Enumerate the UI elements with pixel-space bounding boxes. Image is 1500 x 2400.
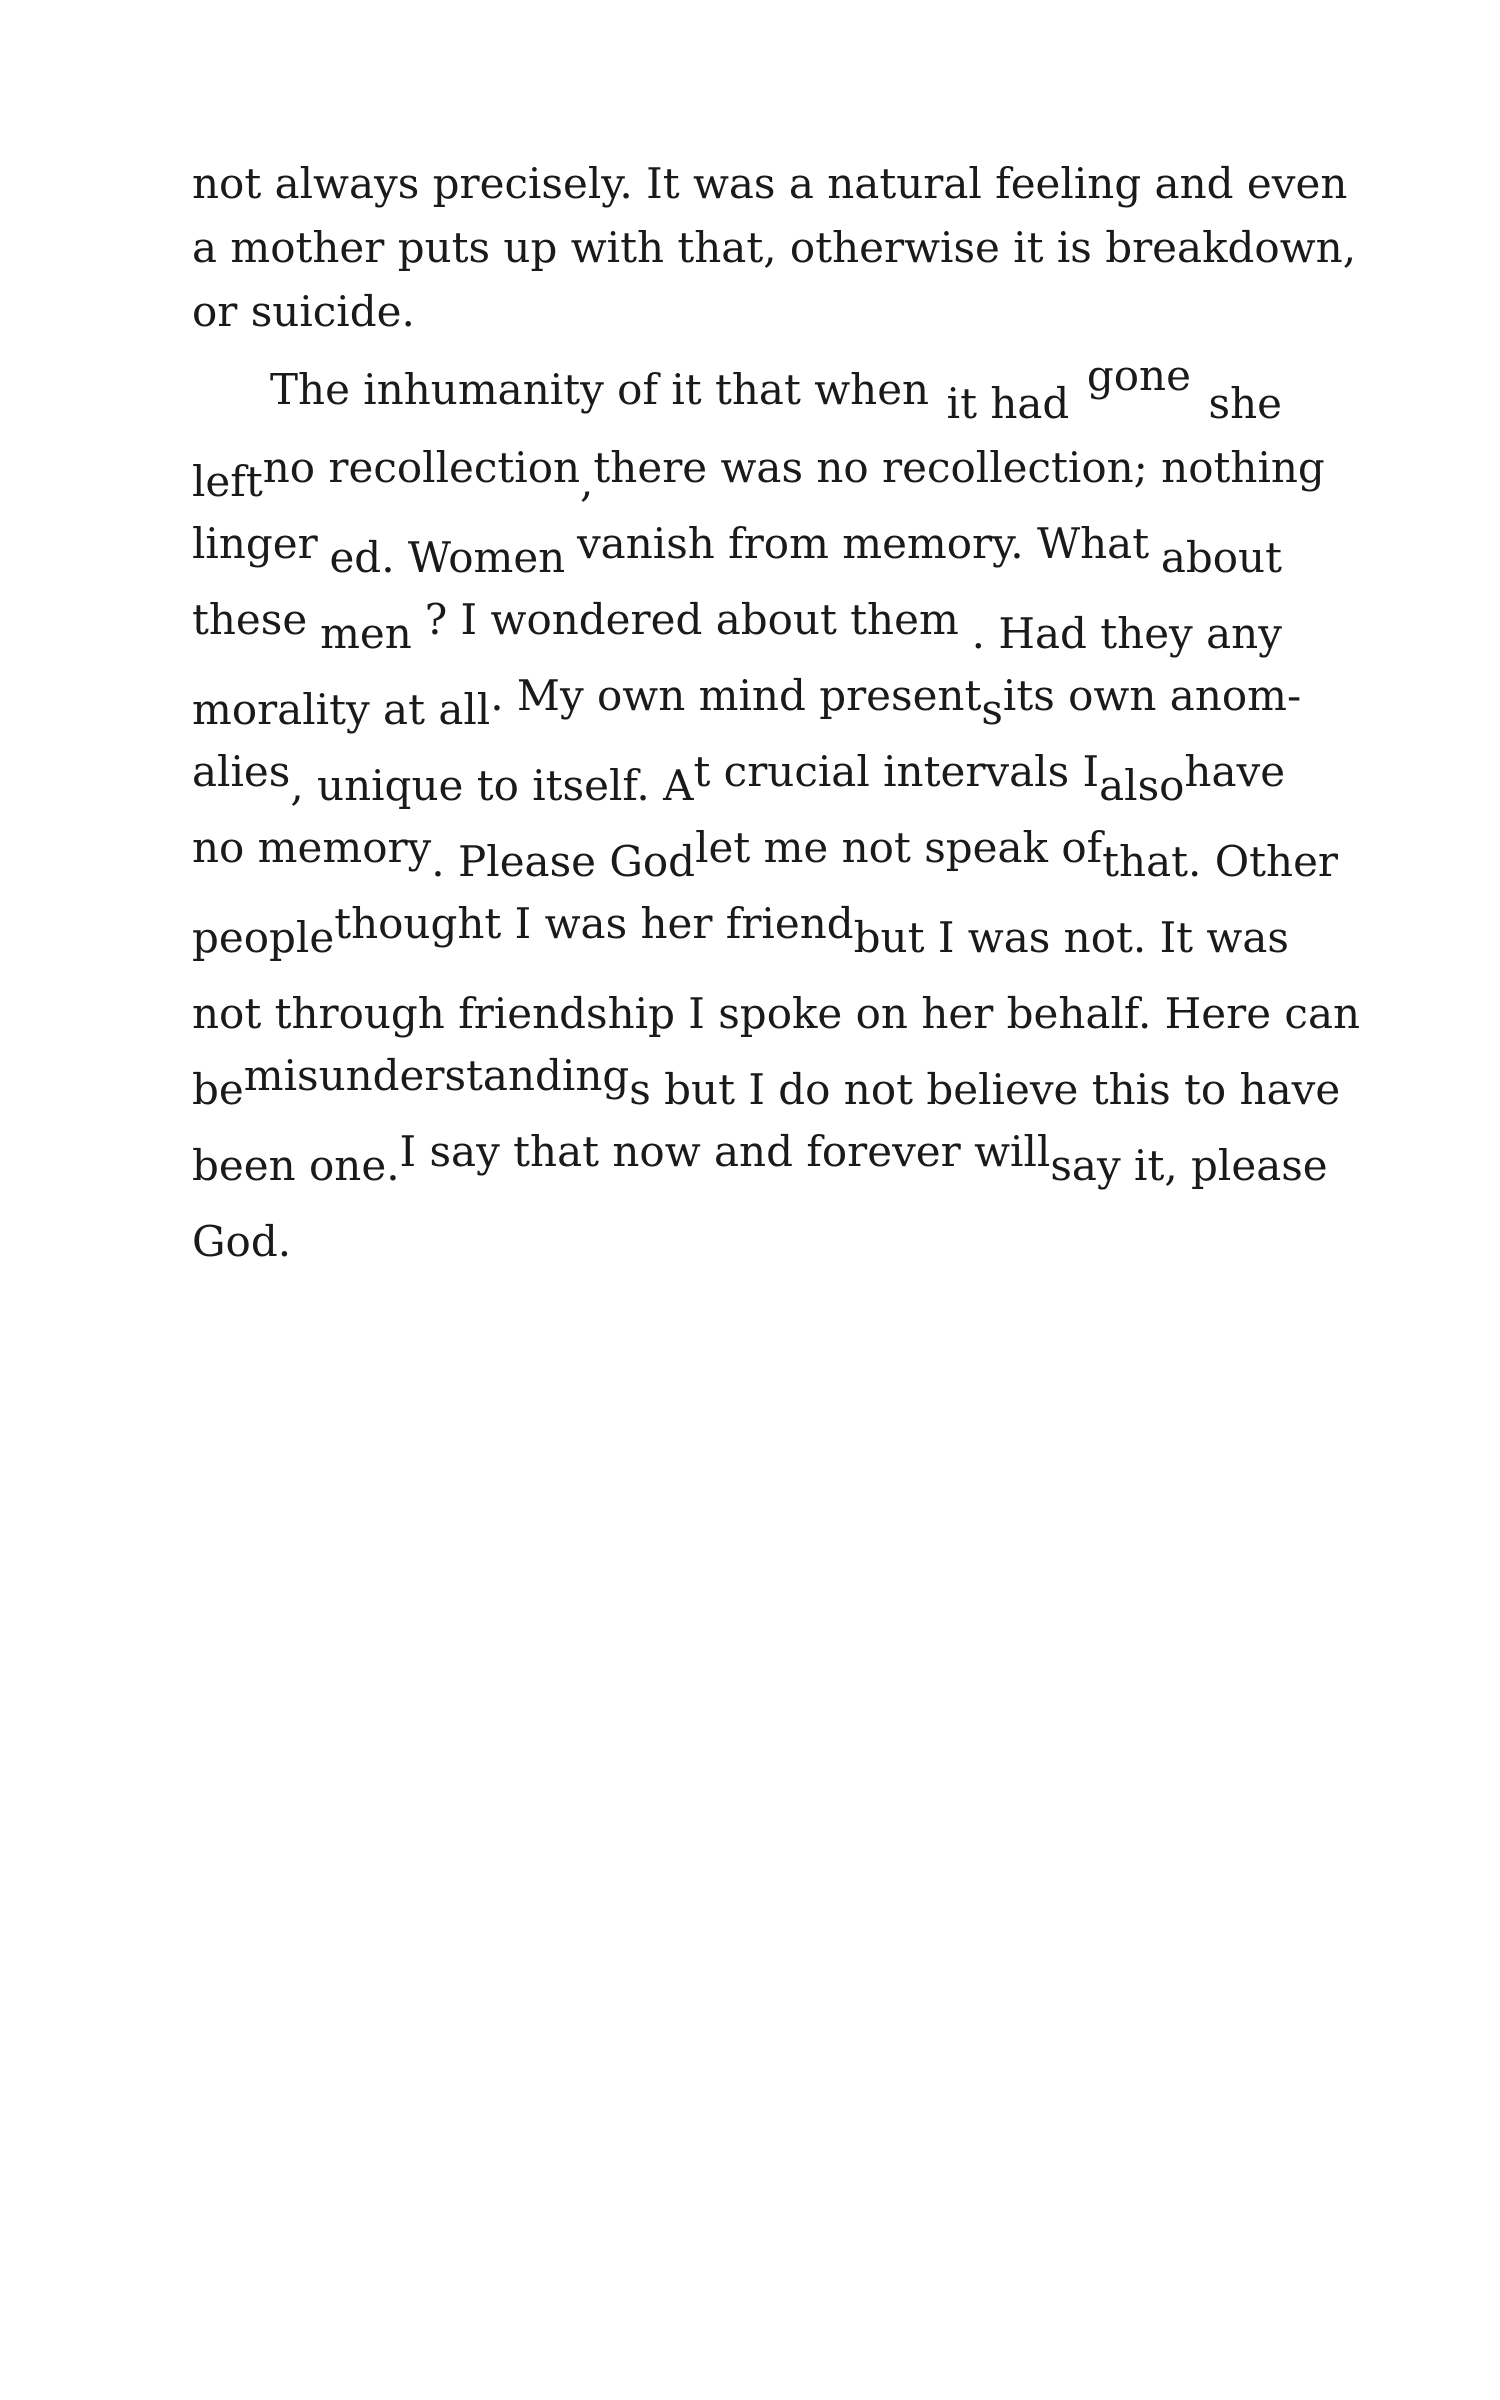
text-segment: misunderstanding (243, 1051, 630, 1100)
text-line (192, 154, 1348, 214)
text-line (192, 590, 1282, 658)
text-segment: . Please God (431, 837, 696, 886)
text-segment: say it, please (1050, 1141, 1328, 1190)
text-segment: it had (946, 379, 1070, 428)
text-segment: s (981, 685, 1003, 734)
text-segment: t crucial intervals I (693, 747, 1100, 796)
text-segment: these (192, 595, 308, 644)
text-segment: no recollection (262, 443, 581, 492)
text-segment: I say that now and forever will (399, 1127, 1051, 1176)
text-segment: , (580, 457, 594, 506)
text-segment: have (1184, 747, 1286, 796)
text-segment: been one. (192, 1141, 400, 1190)
text-segment: ? I wondered about them (424, 595, 959, 644)
text-segment: vanish from memory. What (576, 519, 1150, 568)
text-segment: God. (192, 1217, 292, 1266)
text-segment: people (192, 913, 335, 962)
text-segment: morality at all (192, 685, 491, 734)
text-segment: no memory (192, 823, 432, 872)
text-segment: there was no recollection; nothing (593, 443, 1325, 492)
text-segment: , unique to itself. A (290, 761, 694, 810)
text-line (192, 514, 1282, 582)
text-segment: s but I do not believe this to have (629, 1065, 1341, 1114)
text-segment: The inhumanity of it that when (270, 365, 930, 414)
text-segment: gone (1086, 351, 1191, 400)
text-segment: . Had they any (971, 609, 1282, 658)
text-segment: ed. Women (329, 533, 566, 582)
text-line (192, 984, 1361, 1044)
text-segment: not always precisely. It was a natural feeling and even (192, 159, 1348, 208)
text-segment: its own anom- (1002, 671, 1302, 720)
text-segment: . My own mind present (490, 671, 982, 720)
text-segment: a mother puts up with that, otherwise it is breakdown, (192, 223, 1357, 272)
text-segment: also (1099, 761, 1185, 810)
text-segment: she (1208, 379, 1282, 428)
text-segment: or suicide. (192, 287, 415, 336)
text-segment: let me not speak of (695, 823, 1103, 872)
text-line (192, 1046, 1341, 1114)
text-line (192, 1198, 1282, 1266)
text-segment: men (320, 609, 412, 658)
text-segment: about (1160, 533, 1282, 582)
text-segment: but I was not. It was (853, 913, 1289, 962)
text-segment: that. Other (1102, 837, 1339, 886)
text-line (192, 894, 1289, 962)
text-line (192, 666, 1302, 734)
text-segment: be (192, 1065, 244, 1114)
text-segment: alies (192, 747, 291, 796)
text-line (192, 1122, 1328, 1190)
text-line (270, 351, 1282, 428)
text-segment: not through friendship I spoke on her behalf. Here can (192, 989, 1361, 1038)
text-line (192, 438, 1325, 506)
text-line (192, 282, 1282, 342)
text-segment: left (192, 457, 263, 506)
text-segment: thought I was her friend (334, 899, 854, 948)
text-segment: linger (192, 519, 318, 568)
text-line (192, 818, 1339, 886)
text-line (192, 218, 1357, 278)
text-line (192, 742, 1286, 810)
